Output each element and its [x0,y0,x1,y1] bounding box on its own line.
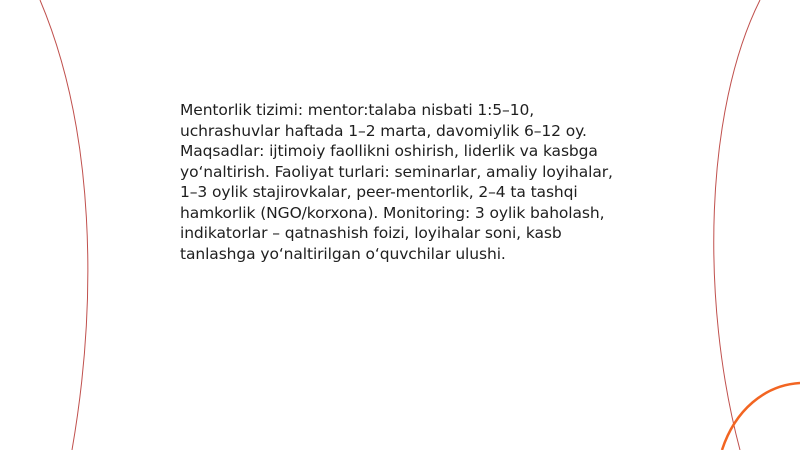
body-text: Mentorlik tizimi: mentor:talaba nisbati 1:5–10, uchrashuvlar haftada 1–2 marta, davomiylik 6–12 oy. Maqsadlar: ijtimoiy faollikni oshirish, liderlik va kasbga yo‘naltirish. Faoliyat turlari: seminarlar, amaliy loyihalar, 1–3 oylik stajirovkalar, peer-mentorlik, 2–4 ta tashqi hamkorlik (NGO/korxona). Monitoring: 3 oylik baholash, indikatorlar – qatnashish foizi, loyihalar soni, kasb tanlashga yo‘naltirilgan o‘quvchilar ulushi. [180,101,613,263]
orange-arc [722,383,800,450]
left-curve [40,0,88,450]
right-curve [714,0,760,450]
